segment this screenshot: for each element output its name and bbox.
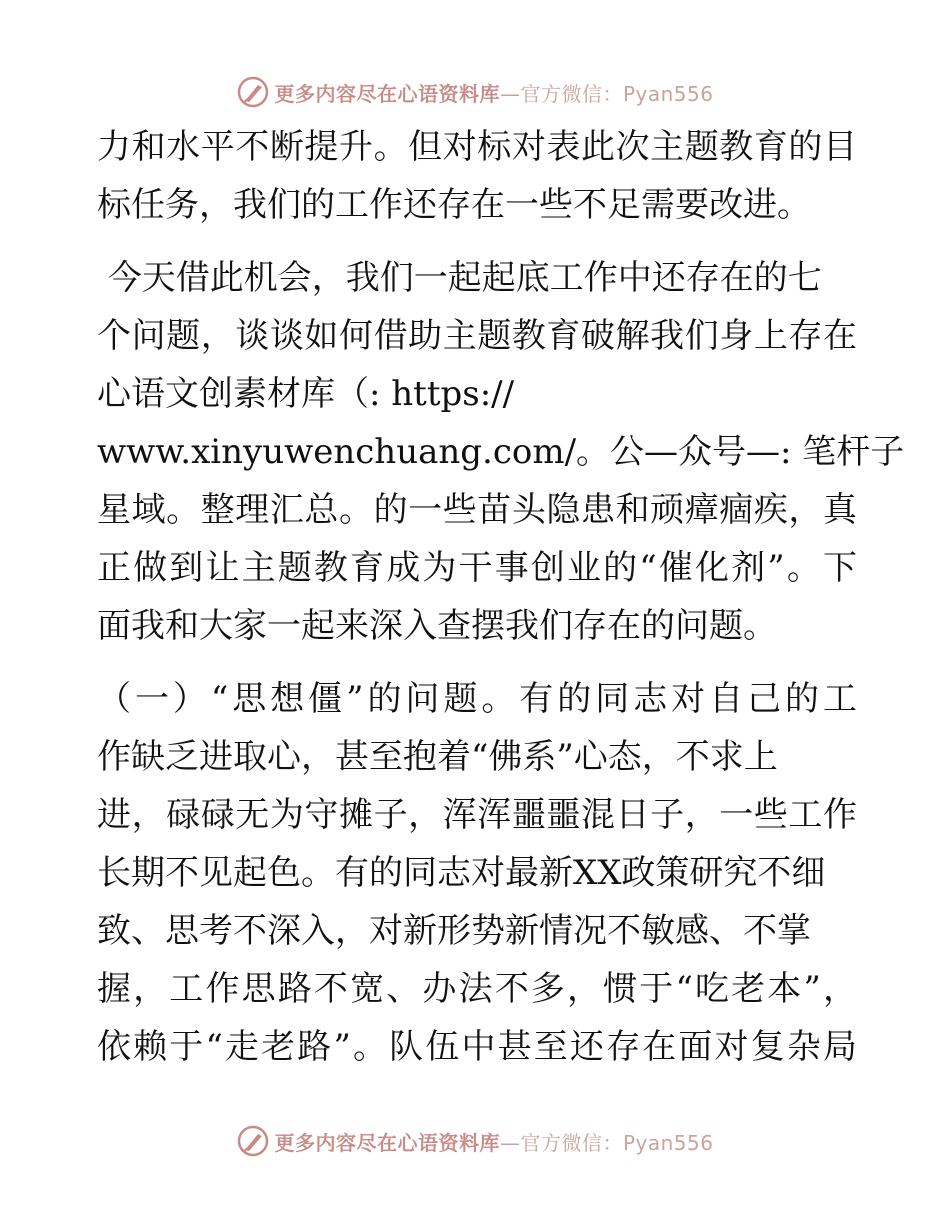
header-watermark — [0, 72, 950, 112]
text-line: 今天借此机会，我们一起起底工作中还存在的七 — [97, 258, 822, 298]
text-line: 长期不见起色。有的同志对最新XX政策研究不细 — [97, 853, 826, 893]
text-line: 面我和大家一起来深入查摆我们存在的问题。 — [97, 606, 777, 646]
text-line: 个问题，谈谈如何借助主题教育破解我们身上存在 — [97, 316, 857, 356]
text-line: （一）“思想僵”的问题。有的同志对自己的工 — [97, 679, 857, 719]
text-line: 正做到让主题教育成为干事创业的“催化剂”。下 — [97, 548, 857, 588]
paragraph-3 — [97, 670, 857, 1076]
watermark-text: 更多内容尽在心语资料库—官方微信：Pyan556 — [274, 1130, 714, 1155]
text-line: 依赖于“走老路”。队伍中甚至还存在面对复杂局 — [97, 1027, 857, 1067]
text-line: 力和水平不断提升。但对标对表此次主题教育的目 — [97, 127, 857, 167]
feather-pen-logo-icon — [236, 75, 270, 109]
text-line: 进，碌碌无为守摊子，浑浑噩噩混日子，一些工作 — [97, 795, 857, 835]
text-line: 致、思考不深入，对新形势新情况不敏感、不掌 — [97, 911, 811, 951]
paragraph-2 — [97, 249, 905, 655]
watermark-text: 更多内容尽在心语资料库—官方微信：Pyan556 — [274, 81, 714, 106]
text-line: 星域。整理汇总。的一些苗头隐患和顽瘴痼疾，真 — [97, 490, 857, 530]
paragraph-1 — [97, 118, 857, 234]
text-line: 握，工作思路不宽、办法不多，惯于“吃老本”， — [97, 969, 857, 1009]
document-body — [97, 118, 905, 1076]
text-line: 标任务，我们的工作还存在一些不足需要改进。 — [97, 185, 811, 225]
feather-pen-logo-icon — [236, 1124, 270, 1158]
text-line: 作缺乏进取心，甚至抱着“佛系”心态，不求上 — [97, 737, 778, 777]
text-line: www.xinyuwenchuang.com/。公—众号—: 笔杆子 — [97, 432, 905, 472]
text-line: 心语文创素材库（: https:// — [97, 374, 515, 414]
footer-watermark — [0, 1121, 950, 1161]
